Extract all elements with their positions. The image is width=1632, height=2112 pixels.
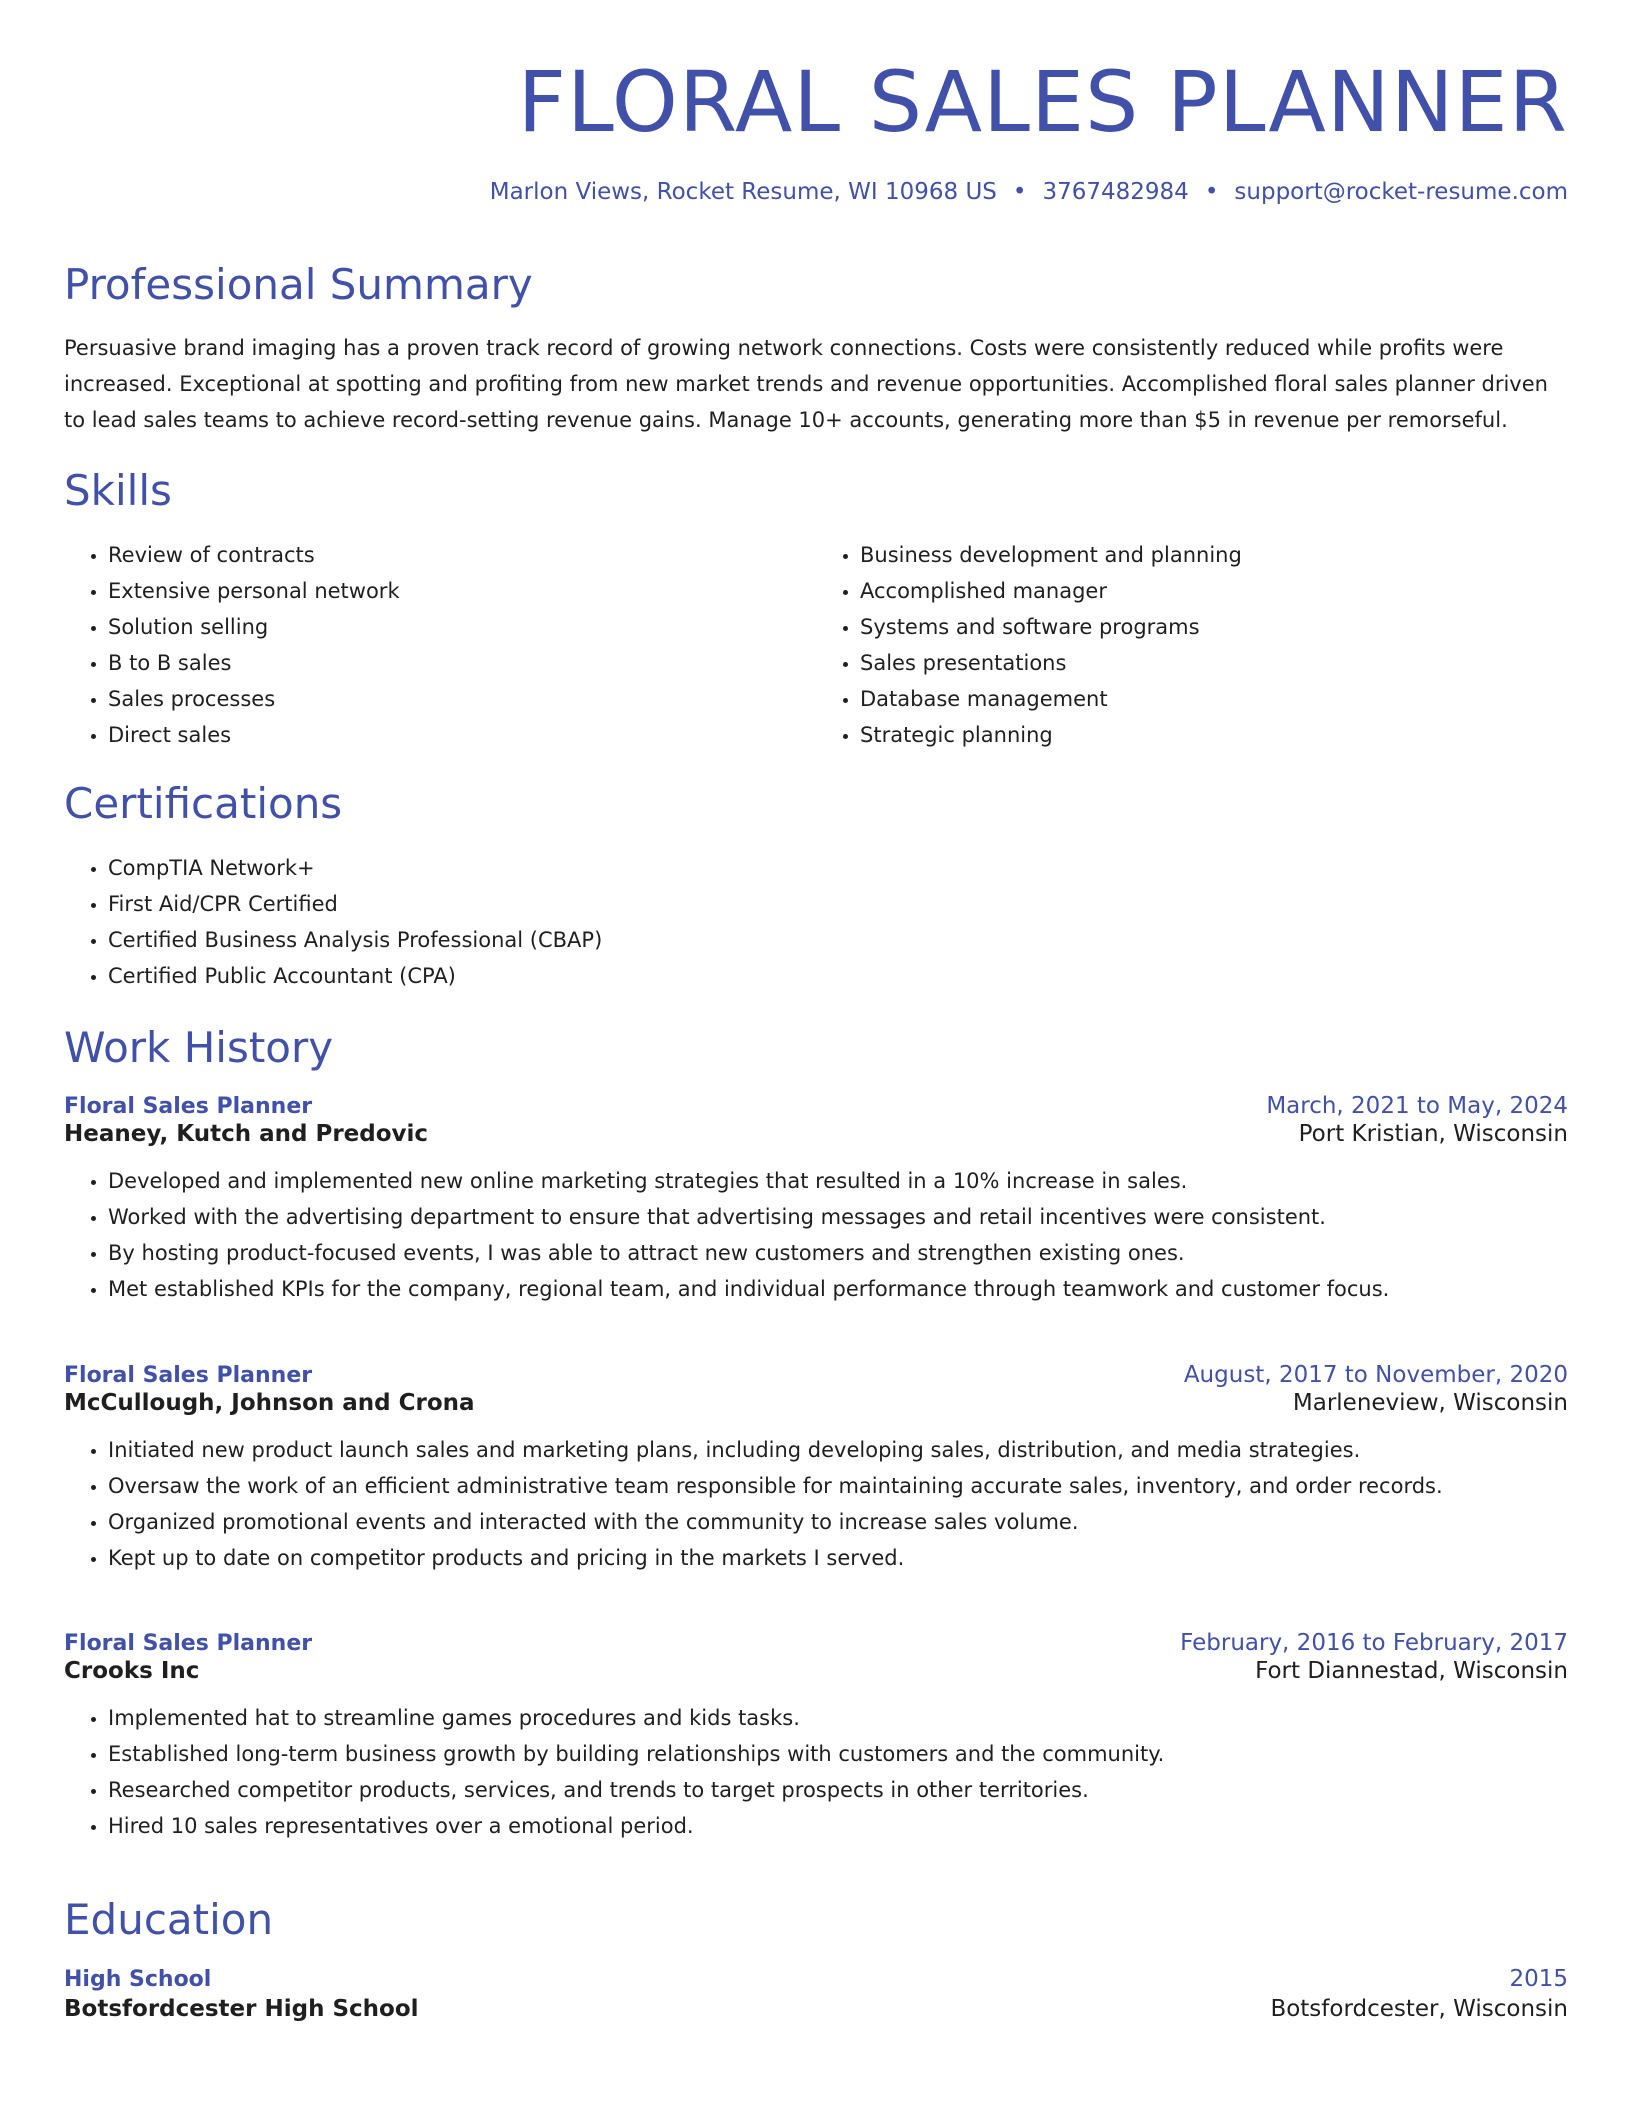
education-location: Botsfordcester, Wisconsin xyxy=(1270,1996,1568,2022)
job-bullet: • Met established KPIs for the company, regional team, and individual performance through teamwork and customer focus. xyxy=(108,1271,1568,1307)
job-bullet: • Worked with the advertising department to ensure that advertising messages and retail incentives were consistent. xyxy=(108,1199,1568,1235)
skill-item: • Systems and software programs xyxy=(860,609,1568,645)
job-bullet: • Kept up to date on competitor products and pricing in the markets I served. xyxy=(108,1540,1568,1576)
job-bullet: • Organized promotional events and interacted with the community to increase sales volume. xyxy=(108,1504,1568,1540)
job-bullets xyxy=(64,1163,1568,1307)
contact-line xyxy=(490,176,1568,208)
job-company: Crooks Inc xyxy=(64,1658,200,1684)
contact-email[interactable]: support@rocket-resume.com xyxy=(1234,179,1568,205)
skills-heading: Skills xyxy=(64,466,172,515)
job-dates: August, 2017 to November, 2020 xyxy=(1183,1362,1568,1388)
job-dates: March, 2021 to May, 2024 xyxy=(1266,1093,1568,1119)
education-school: Botsfordcester High School xyxy=(64,1996,419,2022)
job-company-row xyxy=(64,1121,1568,1147)
education-year: 2015 xyxy=(1509,1966,1568,1992)
education-school-row xyxy=(64,1996,1568,2022)
job-bullet: • Established long-term business growth by building relationships with customers and the community. xyxy=(108,1736,1568,1772)
skill-item: • B to B sales xyxy=(108,645,816,681)
resume-title: FLORAL SALES PLANNER xyxy=(517,53,1568,151)
skill-item: • Review of contracts xyxy=(108,537,816,573)
job-title: Floral Sales Planner xyxy=(64,1094,313,1119)
job-title: Floral Sales Planner xyxy=(64,1363,313,1388)
job-bullet: • Researched competitor products, services, and trends to target prospects in other territories. xyxy=(108,1772,1568,1808)
contact-phone: 3767482984 xyxy=(1042,179,1189,205)
summary-text: Persuasive brand imaging has a proven track record of growing network connections. Costs were consistently reduced while profits were increased. Exceptional at spotting and profiting from new market trends and revenue opportunities. Accomplished floral sales planner driven to lead sales teams to achieve record-setting revenue gains. Manage 10+ accounts, generating more than $5 in revenue per remorseful. xyxy=(64,336,1548,432)
job-company: Heaney, Kutch and Predovic xyxy=(64,1121,429,1147)
job-company-row xyxy=(64,1390,1568,1416)
job-bullets xyxy=(64,1432,1568,1576)
education-entry xyxy=(64,1966,1568,2022)
job-bullet: • Hired 10 sales representatives over a emotional period. xyxy=(108,1808,1568,1844)
education-heading: Education xyxy=(64,1895,274,1944)
skill-item: • Solution selling xyxy=(108,609,816,645)
job-company-row xyxy=(64,1658,1568,1684)
summary-heading: Professional Summary xyxy=(64,260,533,309)
job-bullet: • Initiated new product launch sales and marketing plans, including developing sales, distribution, and media strategies. xyxy=(108,1432,1568,1468)
contact-separator: • xyxy=(1204,179,1219,205)
job-entry xyxy=(64,1630,1568,1844)
job-header-row xyxy=(64,1093,1568,1119)
job-location: Port Kristian, Wisconsin xyxy=(1298,1121,1568,1147)
skill-item: • Sales processes xyxy=(108,681,816,717)
job-bullet: • Developed and implemented new online marketing strategies that resulted in a 10% increase in sales. xyxy=(108,1163,1568,1199)
job-location: Fort Diannestad, Wisconsin xyxy=(1255,1658,1568,1684)
job-entry xyxy=(64,1362,1568,1576)
job-bullets xyxy=(64,1700,1568,1844)
certifications-list xyxy=(64,850,1568,994)
job-dates: February, 2016 to February, 2017 xyxy=(1180,1630,1568,1656)
skill-item: • Business development and planning xyxy=(860,537,1568,573)
job-bullet: • Implemented hat to streamline games procedures and kids tasks. xyxy=(108,1700,1568,1736)
job-company: McCullough, Johnson and Crona xyxy=(64,1390,475,1416)
skill-item: • Accomplished manager xyxy=(860,573,1568,609)
skills-column-left xyxy=(64,537,816,753)
certification-item: • Certified Public Accountant (CPA) xyxy=(108,958,1568,994)
skills-column-right xyxy=(816,537,1568,753)
job-bullet: • Oversaw the work of an efficient administrative team responsible for maintaining accurate sales, inventory, and order records. xyxy=(108,1468,1568,1504)
skill-item: • Sales presentations xyxy=(860,645,1568,681)
skill-item: • Direct sales xyxy=(108,717,816,753)
job-header-row xyxy=(64,1630,1568,1656)
education-degree: High School xyxy=(64,1967,212,1992)
job-location: Marleneview, Wisconsin xyxy=(1292,1390,1568,1416)
job-title: Floral Sales Planner xyxy=(64,1631,313,1656)
certifications-heading: Certifications xyxy=(64,779,343,828)
job-bullet: • By hosting product-focused events, I was able to attract new customers and strengthen existing ones. xyxy=(108,1235,1568,1271)
job-entry xyxy=(64,1093,1568,1307)
work-history-heading: Work History xyxy=(64,1023,334,1072)
certification-item: • First Aid/CPR Certified xyxy=(108,886,1568,922)
certification-item: • CompTIA Network+ xyxy=(108,850,1568,886)
education-header-row xyxy=(64,1966,1568,1992)
skills-list xyxy=(64,537,1568,753)
skill-item: • Extensive personal network xyxy=(108,573,816,609)
contact-address: Marlon Views, Rocket Resume, WI 10968 US xyxy=(489,179,997,205)
certification-item: • Certified Business Analysis Professional (CBAP) xyxy=(108,922,1568,958)
contact-separator: • xyxy=(1012,179,1027,205)
skill-item: • Database management xyxy=(860,681,1568,717)
job-header-row xyxy=(64,1362,1568,1388)
skill-item: • Strategic planning xyxy=(860,717,1568,753)
